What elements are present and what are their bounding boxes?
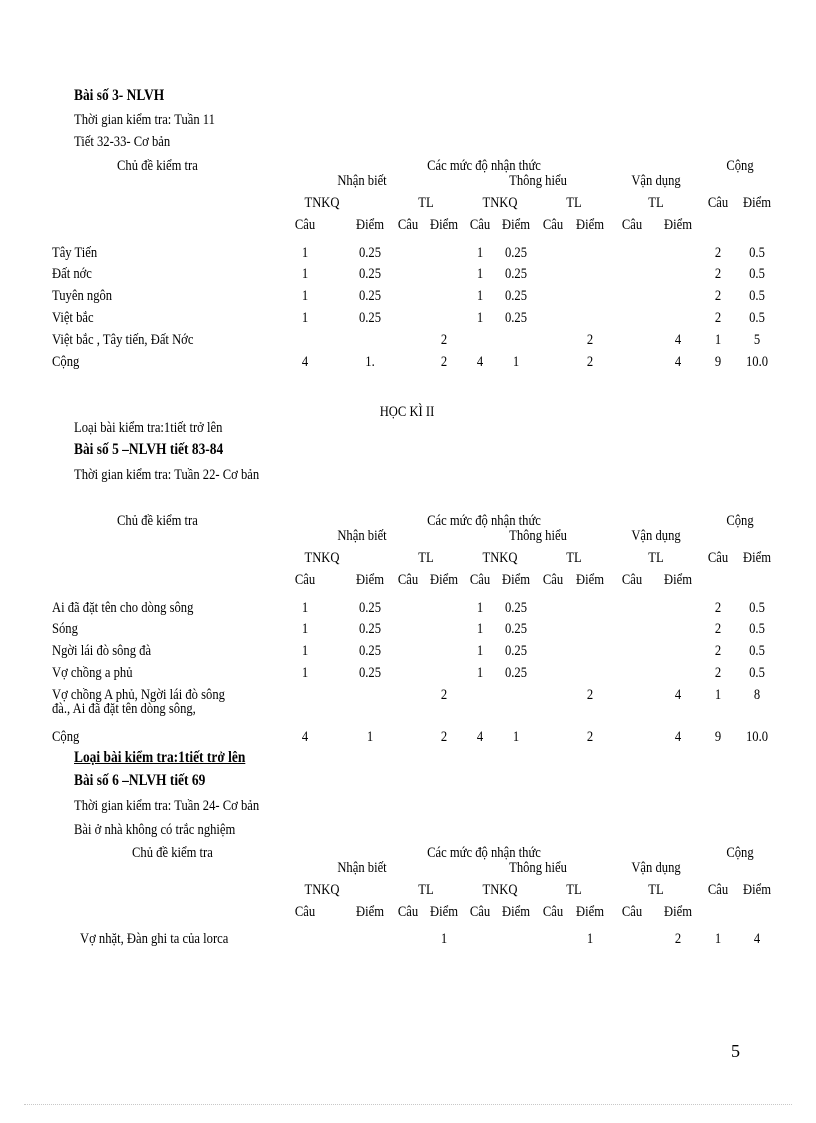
exam-period: Tiết 32-33- Cơ bản — [74, 134, 171, 150]
cell-th-tn-cau: 4 — [476, 729, 484, 745]
row-topic: Việt bắc , Tây tiến, Đất Nớc — [52, 332, 194, 348]
header-van-dung: Vận dụng — [631, 173, 681, 189]
cell-th-tn-diem: 0.25 — [504, 643, 528, 659]
cell-nb-tl-diem: 1 — [440, 931, 448, 947]
cell-th-tn-diem: 0.25 — [504, 266, 528, 282]
header-total: Cộng — [726, 513, 754, 529]
cell-c-cau: 1 — [714, 687, 722, 703]
header-cau: Câu — [469, 217, 491, 233]
header-tl: TL — [648, 882, 664, 898]
header-diem: Điểm — [356, 904, 384, 920]
header-total: Cộng — [726, 845, 754, 861]
header-cau: Câu — [294, 217, 316, 233]
header-nhan-biet: Nhận biết — [337, 173, 387, 189]
cell-c-diem: 0.5 — [749, 665, 765, 681]
row-topic-cont: đà., Ai đã đặt tên dòng sông, — [52, 701, 196, 717]
header-cau: Câu — [621, 217, 643, 233]
row-topic: Ai đã đặt tên cho dòng sông — [52, 600, 194, 616]
header-diem: Điểm — [430, 217, 458, 233]
header-thong-hieu: Thông hiểu — [509, 860, 567, 876]
header-cau: Câu — [294, 904, 316, 920]
row-topic: Việt bắc — [52, 310, 94, 326]
row-topic: Vợ chồng a phủ — [52, 665, 133, 681]
cell-th-tn-diem: 0.25 — [504, 621, 528, 637]
cell-th-tn-cau: 1 — [476, 266, 484, 282]
semester-heading: HỌC KÌ II — [379, 404, 435, 420]
cell-th-tl-diem: 2 — [586, 332, 594, 348]
header-diem: Điểm — [743, 882, 771, 898]
header-tnkq: TNKQ — [482, 195, 518, 211]
cell-nb-tl-diem: 2 — [440, 729, 448, 745]
header-diem: Điểm — [664, 217, 692, 233]
cell-c-cau: 1 — [714, 332, 722, 348]
header-tl: TL — [418, 550, 434, 566]
header-cau: Câu — [707, 550, 729, 566]
header-tnkq: TNKQ — [482, 550, 518, 566]
cell-nb-tn-cau: 1 — [301, 643, 309, 659]
header-cau: Câu — [707, 882, 729, 898]
header-cau: Câu — [397, 217, 419, 233]
cell-vd: 4 — [674, 687, 682, 703]
cell-c-diem: 0.5 — [749, 245, 765, 261]
header-tl: TL — [418, 195, 434, 211]
cell-c-cau: 2 — [714, 310, 722, 326]
header-diem: Điểm — [743, 195, 771, 211]
cell-c-cau: 2 — [714, 266, 722, 282]
header-diem: Điểm — [664, 572, 692, 588]
header-topic: Chủ đề kiểm tra — [132, 845, 213, 861]
cell-nb-tn-diem: 0.25 — [358, 288, 382, 304]
header-diem: Điểm — [743, 550, 771, 566]
cell-vd: 4 — [674, 332, 682, 348]
row-topic: Tây Tiến — [52, 245, 98, 261]
exam-time: Thời gian kiểm tra: Tuần 24- Cơ bản — [74, 798, 260, 814]
cell-nb-tn-cau: 1 — [301, 665, 309, 681]
header-thong-hieu: Thông hiểu — [509, 528, 567, 544]
cell-th-tn-cau: 4 — [476, 354, 484, 370]
cell-c-diem: 8 — [753, 687, 761, 703]
header-tnkq: TNKQ — [482, 882, 518, 898]
row-topic: Tuyên ngôn — [52, 288, 113, 304]
cell-th-tn-diem: 0.25 — [504, 310, 528, 326]
cell-th-tn-diem: 0.25 — [504, 245, 528, 261]
header-diem: Điểm — [502, 572, 530, 588]
cell-c-cau: 9 — [714, 354, 722, 370]
cell-nb-tl-diem: 2 — [440, 687, 448, 703]
cell-c-cau: 2 — [714, 245, 722, 261]
cell-c-cau: 2 — [714, 643, 722, 659]
cell-nb-tn-diem: 0.25 — [358, 665, 382, 681]
header-thong-hieu: Thông hiểu — [509, 173, 567, 189]
header-cau: Câu — [542, 217, 564, 233]
cell-th-tl-diem: 2 — [586, 354, 594, 370]
header-cau: Câu — [621, 572, 643, 588]
cell-nb-tn-cau: 1 — [301, 310, 309, 326]
cell-c-cau: 2 — [714, 621, 722, 637]
header-tl: TL — [566, 195, 582, 211]
header-nhan-biet: Nhận biết — [337, 528, 387, 544]
header-nhan-biet: Nhận biết — [337, 860, 387, 876]
header-cau: Câu — [397, 572, 419, 588]
exam-title: Bài số 3- NLVH — [74, 87, 165, 104]
header-tnkq: TNKQ — [304, 882, 340, 898]
cell-nb-tl-diem: 2 — [440, 354, 448, 370]
cell-nb-tl-diem: 2 — [440, 332, 448, 348]
cell-th-tn-cau: 1 — [476, 665, 484, 681]
header-tl: TL — [566, 882, 582, 898]
cell-c-diem: 10.0 — [745, 729, 769, 745]
header-diem: Điểm — [430, 904, 458, 920]
header-total: Cộng — [726, 158, 754, 174]
cell-th-tn-cau: 1 — [476, 245, 484, 261]
cell-c-diem: 0.5 — [749, 621, 765, 637]
header-tl: TL — [418, 882, 434, 898]
exam-title: Bài số 6 –NLVH tiết 69 — [74, 772, 206, 789]
header-tl: TL — [566, 550, 582, 566]
page-number: 5 — [731, 1041, 740, 1061]
cell-c-diem: 0.5 — [749, 643, 765, 659]
exam-note: Bài ở nhà không có trắc nghiệm — [74, 822, 236, 838]
cell-c-diem: 0.5 — [749, 266, 765, 282]
cell-nb-tn-diem: 0.25 — [358, 245, 382, 261]
row-topic: Sóng — [52, 621, 78, 637]
cell-th-tn-cau: 1 — [476, 643, 484, 659]
header-diem: Điểm — [664, 904, 692, 920]
row-topic: Cộng — [52, 729, 80, 745]
cell-c-cau: 2 — [714, 665, 722, 681]
exam-type: Loại bài kiểm tra:1tiết trở lên — [74, 420, 223, 436]
cell-nb-tn-cau: 1 — [301, 621, 309, 637]
header-topic: Chủ đề kiểm tra — [117, 158, 198, 174]
cell-c-diem: 5 — [753, 332, 761, 348]
cell-vd: 4 — [674, 354, 682, 370]
cell-nb-tn-cau: 1 — [301, 245, 309, 261]
cell-th-tn-cau: 1 — [476, 621, 484, 637]
row-topic: Vợ nhặt, Đàn ghi ta của lorca — [80, 931, 229, 947]
cell-c-cau: 9 — [714, 729, 722, 745]
header-diem: Điểm — [502, 904, 530, 920]
cell-th-tl-diem: 2 — [586, 687, 594, 703]
cell-c-diem: 0.5 — [749, 288, 765, 304]
cell-c-cau: 2 — [714, 288, 722, 304]
cell-nb-tn-diem: 0.25 — [358, 621, 382, 637]
header-topic: Chủ đề kiểm tra — [117, 513, 198, 529]
cell-th-tn-diem: 0.25 — [504, 600, 528, 616]
cell-nb-tn-diem: 0.25 — [358, 643, 382, 659]
cell-c-diem: 0.5 — [749, 310, 765, 326]
header-cau: Câu — [469, 904, 491, 920]
cell-th-tn-diem: 1 — [512, 354, 520, 370]
header-van-dung: Vận dụng — [631, 860, 681, 876]
cell-th-tn-cau: 1 — [476, 600, 484, 616]
header-van-dung: Vận dụng — [631, 528, 681, 544]
cell-vd: 2 — [674, 931, 682, 947]
header-levels: Các mức độ nhận thức — [427, 845, 541, 861]
cell-nb-tn-diem: 0.25 — [358, 310, 382, 326]
cell-c-cau: 2 — [714, 600, 722, 616]
header-levels: Các mức độ nhận thức — [427, 513, 541, 529]
cell-nb-tn-diem: 1. — [365, 354, 375, 370]
cell-th-tl-diem: 1 — [586, 931, 594, 947]
exam-time: Thời gian kiểm tra: Tuần 11 — [74, 112, 215, 128]
cell-nb-tn-diem: 0.25 — [358, 600, 382, 616]
header-cau: Câu — [397, 904, 419, 920]
header-tl: TL — [648, 195, 664, 211]
cell-th-tn-diem: 0.25 — [504, 665, 528, 681]
header-cau: Câu — [294, 572, 316, 588]
cell-nb-tn-diem: 0.25 — [358, 266, 382, 282]
exam-type: Loại bài kiểm tra:1tiết trở lên — [74, 749, 246, 766]
cell-c-diem: 0.5 — [749, 600, 765, 616]
row-topic: Ngời lái đò sông đà — [52, 643, 152, 659]
cell-nb-tn-cau: 1 — [301, 288, 309, 304]
cell-nb-tn-cau: 4 — [301, 354, 309, 370]
header-cau: Câu — [542, 904, 564, 920]
cell-th-tn-diem: 1 — [512, 729, 520, 745]
cell-vd: 4 — [674, 729, 682, 745]
cell-nb-tn-cau: 1 — [301, 600, 309, 616]
row-topic: Đất nớc — [52, 266, 92, 282]
cell-c-diem: 10.0 — [745, 354, 769, 370]
header-diem: Điểm — [502, 217, 530, 233]
header-cau: Câu — [707, 195, 729, 211]
header-diem: Điểm — [576, 904, 604, 920]
cell-th-tn-cau: 1 — [476, 310, 484, 326]
header-cau: Câu — [469, 572, 491, 588]
cell-nb-tn-cau: 4 — [301, 729, 309, 745]
header-diem: Điểm — [356, 217, 384, 233]
cell-c-diem: 4 — [753, 931, 761, 947]
header-tnkq: TNKQ — [304, 550, 340, 566]
header-diem: Điểm — [576, 217, 604, 233]
header-cau: Câu — [621, 904, 643, 920]
exam-time: Thời gian kiểm tra: Tuần 22- Cơ bản — [74, 467, 260, 483]
cell-nb-tn-cau: 1 — [301, 266, 309, 282]
page-bottom-border — [24, 1104, 792, 1105]
cell-c-cau: 1 — [714, 931, 722, 947]
cell-th-tn-diem: 0.25 — [504, 288, 528, 304]
header-diem: Điểm — [356, 572, 384, 588]
cell-th-tl-diem: 2 — [586, 729, 594, 745]
exam-title: Bài số 5 –NLVH tiết 83-84 — [74, 441, 224, 458]
row-topic: Cộng — [52, 354, 80, 370]
header-diem: Điểm — [430, 572, 458, 588]
header-diem: Điểm — [576, 572, 604, 588]
header-cau: Câu — [542, 572, 564, 588]
cell-nb-tn-diem: 1 — [366, 729, 374, 745]
header-tnkq: TNKQ — [304, 195, 340, 211]
header-levels: Các mức độ nhận thức — [427, 158, 541, 174]
header-tl: TL — [648, 550, 664, 566]
row-topic: Vợ chồng A phủ, Ngời lái đò sông — [52, 687, 225, 703]
cell-th-tn-cau: 1 — [476, 288, 484, 304]
